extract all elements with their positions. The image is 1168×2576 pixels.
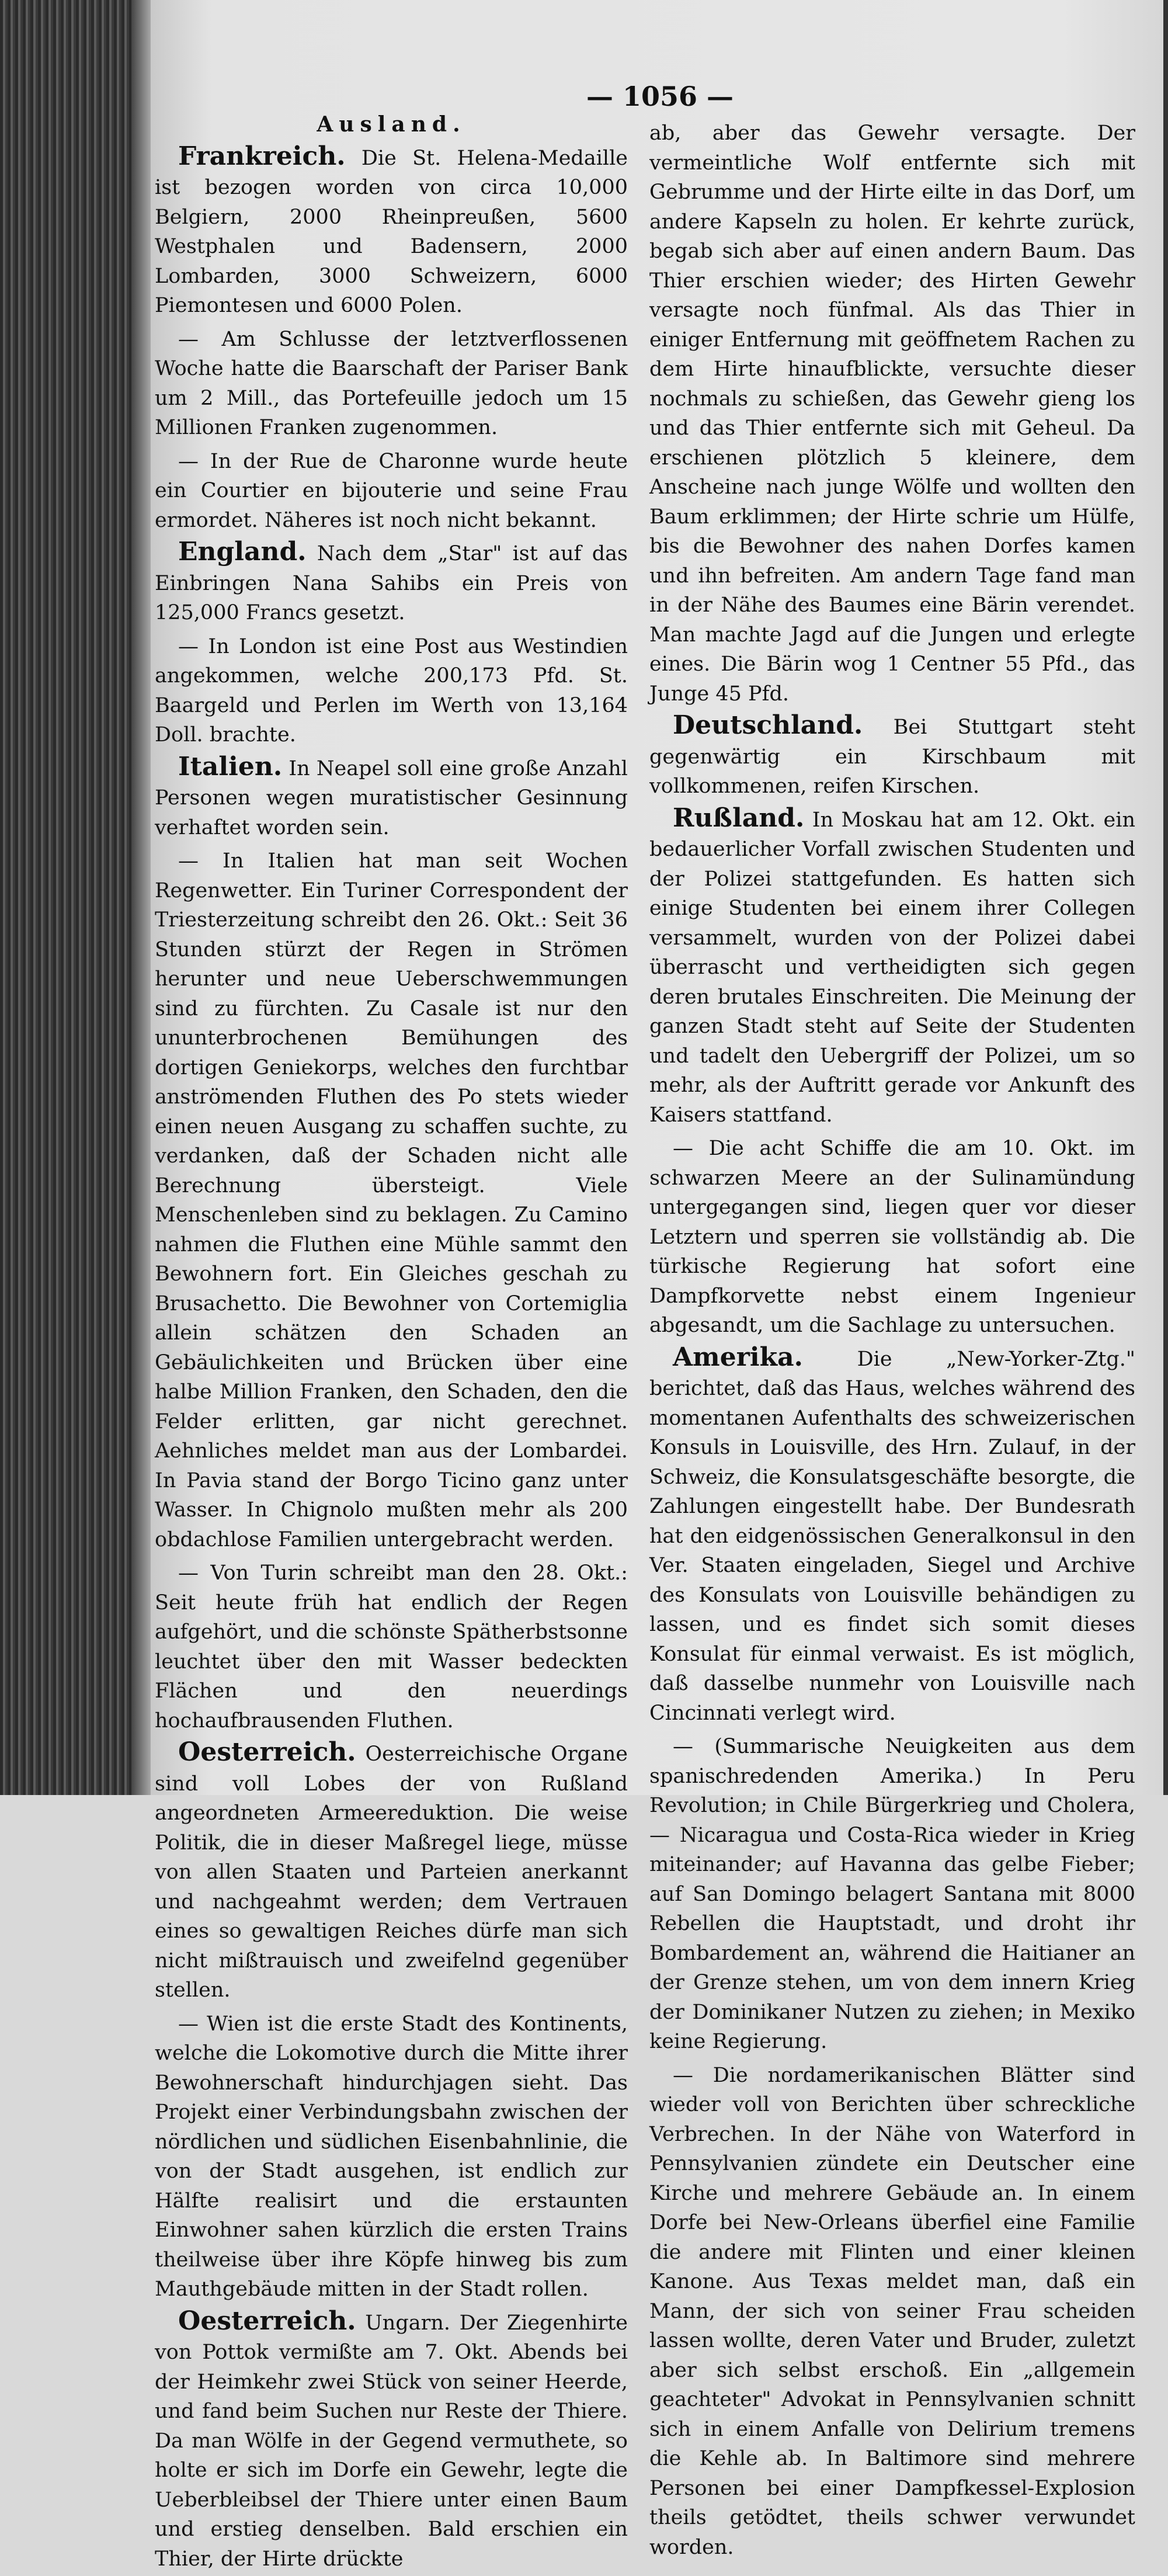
paragraph-text: — Die nordamerikanischen Blätter sind wieder voll von Berichten über schreckliche Verbrechen. In der Nähe von Waterford in Pennsylvanien zündete ein Deutscher eine Kirche und mehrere Gebäude an. In einem Dorfe bei New-Orleans überfiel eine Familie die andere mit Flinten und einer kleinen Kanone. Aus Texas meldet man, daß ein Mann, der sich von seiner Frau scheiden lassen wollte, deren Vater und Bruder, zuletzt aber sich selbst erschoß. Ein „allgemein geachteter" Advokat in Pennsylvanien schnitt sich in einem Anfalle von Delirium tremens die Kehle ab. In Baltimore sind mehrere Personen bei einer Dampfkessel-Explosion theils getödtet, theils schwer verwundet worden. xyxy=(649,2063,1135,2559)
country-heading: England. xyxy=(178,537,307,567)
country-heading: Oesterreich. xyxy=(178,2306,356,2336)
article-paragraph xyxy=(155,142,628,321)
left-column xyxy=(155,110,628,2576)
section-title: Ausland. xyxy=(317,112,466,137)
right-column xyxy=(649,117,1135,2564)
book-page-edges xyxy=(0,0,149,1795)
country-heading: Rußland. xyxy=(673,803,805,833)
paragraph-text: — In der Rue de Charonne wurde heute ein Courtier en bijouterie und seine Frau ermordet. Näheres ist noch nicht bekannt. xyxy=(155,449,628,532)
country-heading: Italien. xyxy=(178,751,283,782)
paragraph-text: ab, aber das Gewehr versagte. Der vermeintliche Wolf entfernte sich mit Gebrumme und der Hirte eilte in das Dorf, um andere Kapseln zu holen. Er kehrte zurück, begab sich aber auf einen andern Baum. Das Thier erschien wieder; des Hirten Gewehr versagte noch fünfmal. Als das Thier in einiger Entfernung mit geöffnetem Rachen zu dem Hirte hinaufblickte, versuchte dieser nochmals zu schießen, das Gewehr gieng los und das Thier entfernte sich mit Geheul. Da erschienen plötzlich 5 kleinere, dem Anscheine nach junge Wölfe und wollten den Baum erklimmen; der Hirte schrie um Hülfe, bis die Bewohner des nahen Dorfes kamen und ihn befreiten. Am andern Tage fand man in der Nähe des Baumes eine Bärin verendet. Man machte Jagd auf die Jungen und erlegte eines. Die Bärin wog 1 Centner 55 Pfd., das Junge 45 Pfd. xyxy=(649,121,1135,706)
paragraph-text: — (Summarische Neuigkeiten aus dem spanischredenden Amerika.) In Peru Revolution; in Chile Bürgerkrieg und Cholera, — Nicaragua und Costa-Rica wieder in Krieg miteinander; auf Havanna das gelbe Fieber; auf San Domingo belagert Santana mit 8000 Rebellen die Hauptstadt, und droht ihr Bombardement an, während die Haitianer an der Grenze stehen, um von dem innern Krieg der Dominikaner Nutzen zu ziehen; in Mexiko keine Regierung. xyxy=(649,1735,1135,2053)
article-paragraph xyxy=(649,1343,1135,1728)
article-paragraph xyxy=(155,537,628,628)
article-paragraph xyxy=(155,1738,628,2005)
paragraph-text: Die „New-Yorker-Ztg." berichtet, daß das Haus, welches während des momentanen Aufenthalts des schweizerischen Konsuls in Louisville, des Hrn. Zulauf, in der Schweiz, die Konsulatsgeschäfte besorgte, die Zahlungen eingestellt habe. Der Bundesrath hat den eidgenössischen Generalkonsul in den Ver. Staaten eingeladen, Siegel und Archive des Konsulats von Louisville behändigen zu lassen, und es findet sich somit dieses Konsulat für einmal verwaist. Es ist möglich, daß dasselbe nunmehr von Louisville nach Cincinnati verlegt wird. xyxy=(649,1347,1135,1725)
paragraph-text: Die St. Helena-Medaille ist bezogen worden von circa 10,000 Belgiern, 2000 Rheinpreußen, 5600 Westphalen und Badensern, 2000 Lombarden, 3000 Schweizern, 6000 Piemontesen und 6000 Polen. xyxy=(155,146,628,317)
country-heading: Deutschland. xyxy=(673,710,863,740)
page-number: — 1056 — xyxy=(586,81,734,112)
paragraph-text: Ungarn. Der Ziegenhirte von Pottok vermißte am 7. Okt. Abends bei der Heimkehr zwei Stück von seiner Heerde, und fand beim Suchen nur Reste der Thiere. Da man Wölfe in der Gegend vermuthete, so holte er sich im Dorfe ein Gewehr, legte die Ueberbleibsel der Thiere unter einen Baum und erstieg denselben. Bald erschien ein Thier, der Hirte drückte xyxy=(155,2311,628,2571)
paragraph-text: In Neapel soll eine große Anzahl Personen wegen muratistischer Gesinnung verhaftet worden sein. xyxy=(155,756,628,839)
paragraph-text: — Von Turin schreibt man den 28. Okt.: Seit heute früh hat endlich der Regen aufgehört, und die schönste Spätherbstsonne leuchtet über den mit Wasser bedeckten Flächen und den neuerdings hochaufbrausenden Fluthen. xyxy=(155,1561,628,1733)
paragraph-text: Bei Stuttgart steht gegenwärtig ein Kirschbaum mit vollkommenen, reifen Kirschen. xyxy=(649,716,1135,798)
article-paragraph xyxy=(155,752,628,843)
country-heading: Amerika. xyxy=(673,1342,803,1372)
paragraph-text: — Am Schlusse der letztverflossenen Woche hatte die Baarschaft der Pariser Bank um 2 Mill., das Portefeuille jedoch um 15 Millionen Franken zugenommen. xyxy=(155,327,628,439)
paragraph xyxy=(155,323,628,443)
scan-border xyxy=(1163,0,1168,1795)
paragraph xyxy=(155,845,628,1554)
article-paragraph xyxy=(649,804,1135,1130)
article-paragraph xyxy=(649,711,1135,801)
paragraph xyxy=(155,445,628,536)
paragraph xyxy=(649,2059,1135,2563)
paragraph xyxy=(649,1730,1135,2057)
paragraph xyxy=(155,630,628,750)
paragraph xyxy=(649,117,1135,709)
paragraph-text: In Moskau hat am 12. Okt. ein bedauerlicher Vorfall zwischen Studenten und der Polizei stattgefunden. Es hatten sich einige Studenten bei einem ihrer Collegen versammelt, wurden von der Polizei dabei überrascht und vertheidigten sich gegen deren brutales Einschreiten. Die Meinung der ganzen Stadt steht auf Seite der Studenten und tadelt den Uebergriff der Polizei, um so mehr, als der Auftritt gerade vor Ankunft des Kaisers stattfand. xyxy=(649,808,1135,1127)
paragraph-text: — In Italien hat man seit Wochen Regenwetter. Ein Turiner Correspondent der Triesterzeitung schreibt den 26. Okt.: Seit 36 Stunden stürzt der Regen in Strömen herunter und neue Ueberschwemmungen sind zu fürchten. Zu Casale ist nur den ununterbrochenen Bemühungen des dortigen Geniekorps, welches den furchtbar anströmenden Fluthen des Po stets wieder einen neuen Ausgang zu schaffen suchte, zu verdanken, daß der Schaden nicht alle Berechnung übersteigt. Viele Menschenleben sind zu beklagen. Zu Camino nahmen die Fluthen eine Mühle sammt den Bewohnern fort. Ein Gleiches geschah zu Brusachetto. Die Bewohner von Cortemiglia allein schätzen den Schaden an Gebäulichkeiten und Brücken über eine halbe Million Franken, den Schaden, den die Felder erlitten, gar nicht gerechnet. Aehnliches meldet man aus der Lombardei. In Pavia stand der Borgo Ticino ganz unter Wasser. In Chignolo mußten mehr als 200 obdachlose Familien untergebracht werden. xyxy=(155,849,628,1551)
paragraph-text: Nach dem „Star" ist auf das Einbringen Nana Sahibs ein Preis von 125,000 Francs gesetzt. xyxy=(155,542,628,624)
country-heading: Oesterreich. xyxy=(178,1737,356,1767)
paragraph-text: — Die acht Schiffe die am 10. Okt. im schwarzen Meere an der Sulinamündung untergegangen sind, liegen quer vor dieser Letztern und sperren sie vollständig ab. Die türkische Regierung hat sofort eine Dampfkorvette nebst einem Ingenieur abgesandt, um die Sachlage zu untersuchen. xyxy=(649,1137,1135,1337)
paragraph-text: — Wien ist die erste Stadt des Kontinents, welche die Lokomotive durch die Mitte ihrer Bewohnerschaft hindurchjagen sieht. Das Projekt einer Verbindungsbahn zwischen der nördlichen und südlichen Eisenbahnlinie, die von der Stadt ausgehen, ist endlich zur Hälfte realisirt und die erstaunten Einwohner sahen kürzlich die ersten Trains theilweise über ihre Köpfe hinweg bis zum Mauthgebäude mitten in der Stadt rollen. xyxy=(155,2012,628,2301)
article-paragraph xyxy=(155,2307,628,2574)
paragraph-text: Oesterreichische Organe sind voll Lobes der von Rußland angeordneten Armeereduktion. Die weise Politik, die in dieser Maßregel liege, müsse von allen Staaten und Parteien anerkannt und nachgeahmt werden; dem Vertrauen eines so gewaltigen Reiches dürfe man sich nicht mißtrauisch und zweifelnd gegenüber stellen. xyxy=(155,1742,628,2002)
country-heading: Frankreich. xyxy=(178,141,346,171)
paragraph-text: — In London ist eine Post aus Westindien angekommen, welche 200,173 Pfd. St. Baargeld und Perlen im Werth von 13,164 Doll. brachte. xyxy=(155,634,628,747)
paragraph xyxy=(155,1557,628,1735)
paragraph xyxy=(649,1132,1135,1341)
paragraph xyxy=(155,2008,628,2304)
